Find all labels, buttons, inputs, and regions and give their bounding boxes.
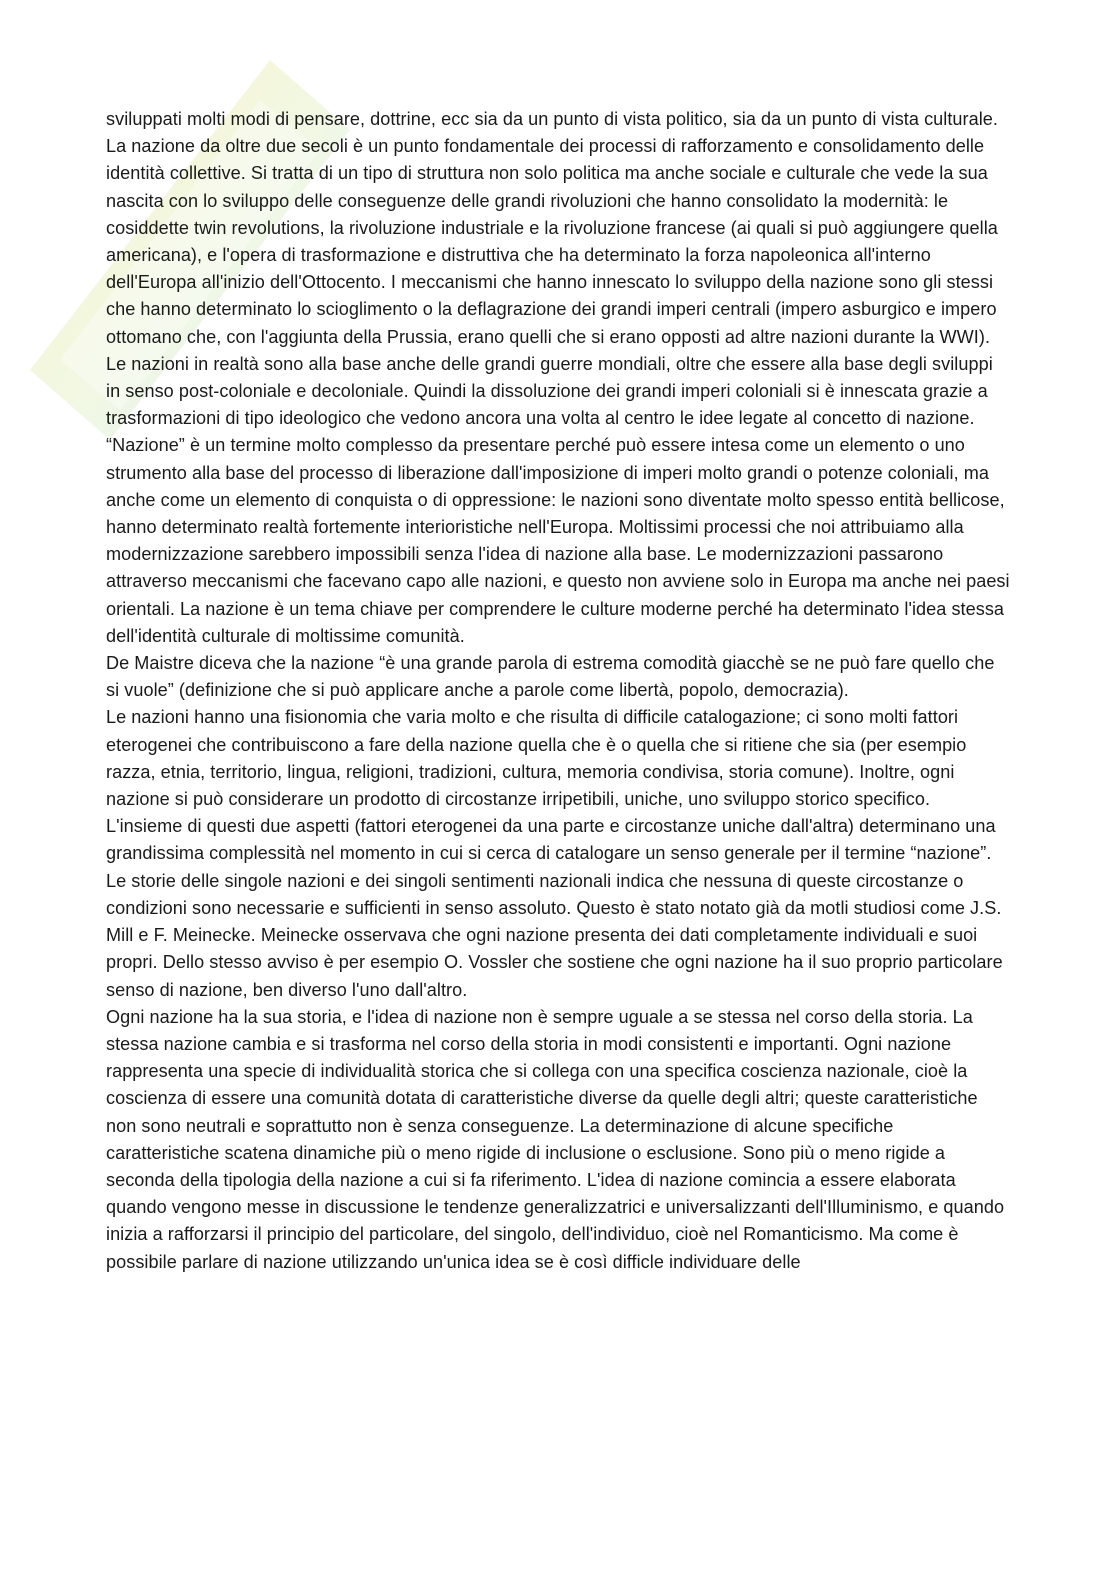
paragraph: De Maistre diceva che la nazione “è una grande parola di estrema comodità giacchè se ne può fare quello che si vuole” (definizione che si può applicare anche a parole come libertà, popolo, democrazia). — [106, 653, 995, 701]
paragraph: Ogni nazione ha la sua storia, e l'idea di nazione non è sempre uguale a se stessa nel corso della storia. La stessa nazione cambia e si trasforma nel corso della storia in modi consistenti e importanti. Ogni nazione rappresenta una specie di individualità storica che si collega con una specifica coscienza nazionale, cioè la coscienza di essere una comunità dotata di caratteristiche diverse da quelle degli altri; queste caratteristiche non sono neutrali e soprattutto non è senza conseguenze. La determinazione di alcune specifiche caratteristiche scatena dinamiche più o meno rigide di inclusione o esclusione. Sono più o meno rigide a seconda della tipologia della nazione a cui si fa riferimento. L'idea di nazione comincia a essere elaborata quando vengono messe in discussione le tendenze generalizzatrici e universalizzanti dell'Illuminismo, e quando inizia a rafforzarsi il principio del particolare, del singolo, dell'individuo, cioè nel Romanticismo. Ma come è possibile parlare di nazione utilizzando un'unica idea se è così difficle individuare delle — [106, 1006, 1005, 1272]
paragraph: sviluppati molti modi di pensare, dottrine, ecc sia da un punto di vista politico, sia da un punto di vista culturale. La nazione da oltre due secoli è un punto fondamentale dei processi di rafforzamento e consolidamento delle identità collettive. Si tratta di un tipo di struttura non solo politica ma anche sociale e culturale che vede la sua nascita con lo sviluppo delle conseguenze delle grandi rivoluzioni che hanno consolidato la modernità: le cosiddette twin revolutions, la rivoluzione industriale e la rivoluzione francese (ai quali si può aggiungere quella americana), e l'opera di trasformazione e distruttiva che ha determinato la forza napoleonica all'interno dell'Europa all'inizio dell'Ottocento. I meccanismi che hanno innescato lo sviluppo della nazione sono gli stessi che hanno determinato lo scioglimento o la deflagrazione dei grandi imperi centrali (impero asburgico e impero ottomano che, con l'aggiunta della Prussia, erano quelli che si erano opposti ad altre nazioni durante la WWI). Le nazioni in realtà sono alla base anche delle grandi guerre mondiali, oltre che essere alla base degli sviluppi in senso post-coloniale e decoloniale. Quindi la dissoluzione dei grandi imperi coloniali si è innescata grazie a trasformazioni di tipo ideologico che vedono ancora una volta al centro le idee legate al concetto di nazione. — [106, 109, 998, 429]
document-body — [106, 106, 1011, 1276]
paragraph: Le nazioni hanno una fisionomia che varia molto e che risulta di difficile catalogazione; ci sono molti fattori eterogenei che contribuiscono a fare della nazione quella che è o quella che si ritiene che sia (per esempio razza, etnia, territorio, lingua, religioni, tradizioni, cultura, memoria condivisa, storia comune). Inoltre, ogni nazione si può considerare un prodotto di circostanze irripetibili, uniche, uno sviluppo storico specifico. L'insieme di questi due aspetti (fattori eterogenei da una parte e circostanze uniche dall'altra) determinano una grandissima complessità nel momento in cui si cerca di catalogare un senso generale per il termine “nazione”. Le storie delle singole nazioni e dei singoli sentimenti nazionali indica che nessuna di queste circostanze o condizioni sono necessarie e sufficienti in senso assoluto. Questo è stato notato già da motli studiosi come J.S. Mill e F. Meinecke. Meinecke osservava che ogni nazione presenta dei dati completamente individuali e suoi propri. Dello stesso avviso è per esempio O. Vossler che sostiene che ogni nazione ha il suo proprio particolare senso di nazione, ben diverso l'uno dall'altro. — [106, 707, 1003, 1000]
paragraph: “Nazione” è un termine molto complesso da presentare perché può essere intesa come un elemento o uno strumento alla base del processo di liberazione dall'imposizione di imperi molto grandi o potenze coloniali, ma anche come un elemento di conquista o di oppressione: le nazioni sono diventate molto spesso entità bellicose, hanno determinato realtà fortemente interioristiche nell'Europa. Moltissimi processi che noi attribuiamo alla modernizzazione sarebbero impossibili senza l'idea di nazione alla base. Le modernizzazioni passarono attraverso meccanismi che facevano capo alle nazioni, e questo non avviene solo in Europa ma anche nei paesi orientali. La nazione è un tema chiave per comprendere le culture moderne perché ha determinato l'idea stessa dell'identità culturale di moltissime comunità. — [106, 435, 1010, 646]
